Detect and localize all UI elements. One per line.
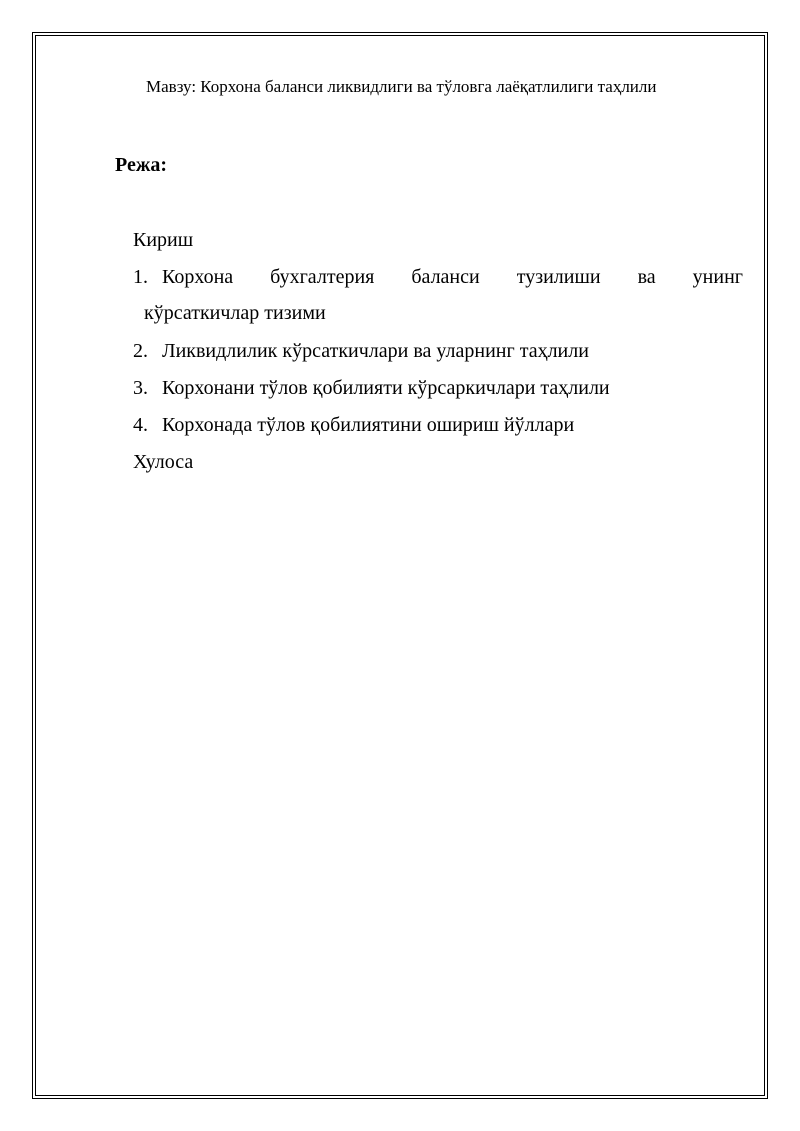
document-topic: Мавзу: Корхона баланси ликвидлиги ва тўловга лаёқатлилиги таҳлили — [146, 77, 657, 96]
plan-item-text: Корхонада тўлов қобилиятини ошириш йўллари — [162, 414, 575, 436]
plan-item-1 — [133, 264, 743, 290]
plan-item-3 — [133, 375, 610, 401]
plan-item-number: 3. — [133, 377, 148, 399]
plan-item-number: 4. — [133, 414, 148, 436]
page-border-inner — [35, 35, 765, 1096]
plan-item-2 — [133, 338, 589, 364]
plan-item-word: ва — [637, 266, 656, 288]
plan-item-number: 2. — [133, 340, 148, 362]
plan-item-word: тузилиши — [516, 266, 601, 288]
plan-item-4 — [133, 412, 574, 438]
plan-item-word: бухгалтерия — [270, 266, 375, 288]
plan-item-text: Ликвидлилик кўрсаткичлари ва уларнинг таҳлили — [162, 340, 589, 362]
plan-item-1-continuation: кўрсаткичлар тизими — [144, 302, 326, 324]
plan-item-word: баланси — [411, 266, 480, 288]
plan-item-number: 1. — [133, 266, 148, 288]
plan-conclusion: Хулоса — [133, 451, 194, 473]
plan-item-word: унинг — [692, 266, 743, 288]
plan-heading: Режа: — [115, 154, 167, 176]
plan-intro: Кириш — [133, 229, 194, 251]
plan-item-word: Корхона — [162, 266, 234, 288]
plan-item-1-first-word — [133, 264, 233, 290]
plan-item-text: Корхонани тўлов қобилияти кўрсаркичлари таҳлили — [162, 377, 610, 399]
